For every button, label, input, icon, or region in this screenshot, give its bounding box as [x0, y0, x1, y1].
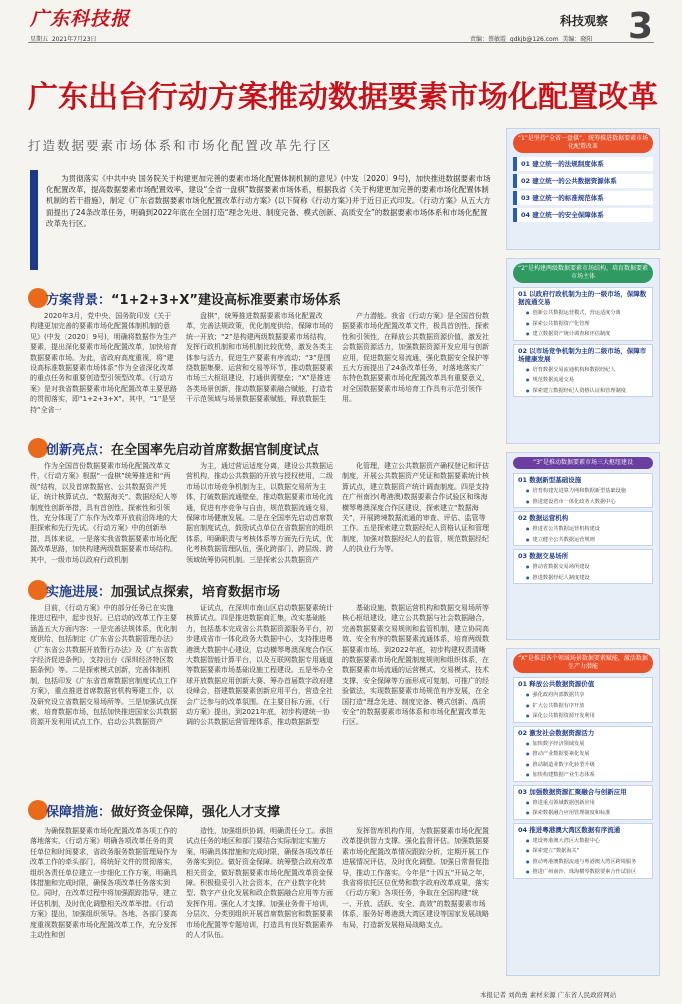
- article-column: 2020年3月，党中央、国务院印发《关于构建更加完善的要素市场化配置体制机制的意见》(中发〔2020〕9号)，明确将数据作为生产要素，提出深化要素市场化配置改革，加快培育数据要素市场。为此，省政府高度重视，将“建设高标准数据要素市场体系”作为全省深化改革的重点任务和重要创造型引领型改革。《行动方案》是对我省数据要素市场化配置改革主要思路的贯彻落实，即“1+2+3+X”。其中，“1”是坚持“全省一: [30, 312, 177, 414]
- article-column: 基础设施、数据运营机构和数据交易场所等核心枢纽建设，建立公共数据与社会数据融合，完善数据要素交易规则和监管机制，建立协同高效、安全有序的数据要素流通体系，培育两级数据要素市场。到2022年底，初步构建权责清晰的数据要素市场化配置制度规则和组织体系，在数据要素市场流通的运营模式、交易模式、技术支撑、安全保障等方面形成可复制、可推广的经验做法，实现数据要素市场规范有序发展，在全国打造“理念先进、制度完备、模式创新、高质安全”的数据要素市场体系和市场化配置改革先行区。: [342, 604, 489, 727]
- article-column: 产力潜能。我省《行动方案》是全国首份数据要素市场化配置改革文件，极具首创性、探索性和引领性，在释放公共数据资源价值，激发社会数据资源活力，加强数据资源开发应用与创新应用，促进数据交易流通，强化数据安全保护等五大方面提出了24条改革任务，对落地落实广东特色数据要素市场化配置改革具有重要意义，对全国数据要素市场培育工作具有示范引领作用。: [342, 312, 489, 404]
- group-title: 02 激发社会数据资源活力: [518, 728, 595, 737]
- group-item: ● 加快构建数据产业生态体系: [514, 770, 652, 781]
- panel-one: [506, 128, 660, 250]
- panel-two-group: [513, 344, 653, 398]
- section-keyword: 创新亮点：: [46, 443, 112, 458]
- group-item: ● 建立数据资产统计调查和评估制度: [514, 329, 652, 340]
- group-title: 04 推进粤港澳大湾区数据有序流通: [518, 825, 621, 834]
- group-item: ● 推进重点领域数据创新应用: [514, 798, 652, 809]
- section-heading: “1+2+3+X”建设高标准要素市场体系: [111, 293, 341, 308]
- group-item: ● 推进建设省市一体化政务大数据中心: [514, 497, 652, 508]
- group-title: 02 以市场竞争机制为主的二级市场，保障市场健康发展: [518, 346, 647, 363]
- section-icon: [28, 288, 48, 308]
- group-item: ● 建立健全公共数据运营规则: [514, 535, 652, 546]
- group-item: ● 强化政府内部数据共享: [514, 690, 652, 701]
- section-title-innovation: [46, 439, 319, 458]
- group-item: ● 探索建立数据经纪人资格认证和管理制度: [514, 386, 652, 397]
- editor-line: 责编：蔡敏霞 gdkjb@126.com 美编：晓阳: [470, 36, 593, 43]
- group-item: ● 推进广州南沙、珠海横琴数据要素合作试验区: [514, 867, 652, 878]
- section-icon: [28, 438, 48, 458]
- section-title-progress: [46, 581, 280, 600]
- group-item: ● 加快数字经济领域发展: [514, 739, 652, 750]
- group-item: ● 探索公共数据资产化管理: [514, 319, 652, 330]
- article-column: 目前，《行动方案》中的部分任务已在实施推进过程中，起步良好。已启动的改革工作主要涵盖五大方面内容：一是完善法规体系，优化制度供给，包括制定《广东省公共数据管理办法》《广东省公共数据开放暂行办法》及《广东省数字经济促进条例》，支持出台《深圳经济特区数据条例》等。二是探索模式创新，完善体制机制，包括印发《广东省首席数据官制度试点工作方案》，重点推进首席数据官机构筹建工作，以及研究设立省数据交易场所等。三是加强试点探索，培育数据市场，包括加快推进国家公共数据资源开发利用试点工作，启动公共数据资产: [30, 604, 177, 727]
- group-item: ● 推动产业数据要素化发展: [514, 749, 652, 760]
- panel-x-header: “X”是推进各个领域场景数据要素赋能，激活数据生产力潜能: [513, 653, 653, 673]
- section-icon: [28, 580, 48, 600]
- group-item: ● 培育构建先进算力网和数据新型基础设施: [514, 486, 652, 497]
- panel-x-group: [513, 823, 653, 879]
- group-item: ● 扩大公共数据有序开放: [514, 701, 652, 712]
- footer-credit: 本报记者 刘尚勇 素材来源 广东省人民政府网站: [480, 991, 617, 999]
- group-item: ● 探索数据融合应用管理制度和标准: [514, 808, 652, 819]
- panel-two: [506, 258, 660, 444]
- group-item: ● 建设粤港澳大湾区大数据中心: [514, 836, 652, 847]
- article-column: 造性，加强组织协调，明确责任分工。承担试点任务的地区和部门要结合实际制定实施方案，明确具体措施和完成时限，确保各项改革任务落实到位。做好资金保障。统筹整合政府改革相关资金，做好数据要素市场化配置改革资金保障。积极稳妥引入社会资本，在产业数字化转型、数字产业化发展和政企数据融合应用等方面发挥作用。强化人才支撑。加强业务骨干培训，分层次、分类别组织开展首席数据官和数据要素市场化配置等专题培训，打造具有良好数据素养的人才队伍。: [186, 827, 333, 940]
- panel-x-group: [513, 726, 653, 782]
- panel-x-group: [513, 785, 653, 820]
- section-keyword: 方案背景：: [46, 293, 112, 308]
- group-title: 02 数据运营机构: [518, 514, 569, 522]
- panel-two-header: “2”是构建两级数据要素市场结构，培育数据要素市场主体: [513, 263, 653, 283]
- subhead: 打造数据要素市场体系和市场化配置改革先行区: [28, 138, 333, 153]
- article-column: 盘棋”，统筹推进数据要素市场化配置改革，完善法规政策，优化制度供给，保障市场的统一开放；“2”是构建两级数据要素市场结构，发挥行政机制和市场机制比较优势，激发各类主体参与活力，促进生产要素有序流动；“3”是围绕数据集聚、运营和交易等环节，推动数据要素市场三大枢纽建设，打通供需壁垒；“X”是推进各类场景创新，推动数据要素融合赋能，打造若干示范领域与场景数据要素赋能，释放数据生: [186, 312, 333, 404]
- group-item: ● 推进省公共数据运营机构建设: [514, 524, 652, 535]
- group-title: 01 数据新型基础设施: [518, 476, 582, 484]
- group-item: ● 规范数据流通交易: [514, 375, 652, 386]
- group-item: ● 推进数据经纪人制度建设: [514, 573, 652, 584]
- panel-three-header: “3”是推动数据要素市场三大枢纽建设: [513, 457, 653, 469]
- article-column: 发挥智库机构作用，为数据要素市场化配置改革提供智力支撑。强化监督评估。加强数据要素市场化配置改革情况跟踪分析，定期开展工作进展情况评估，及时优化调整。加强日常督促指导，推动工作落实。今年是“十四五”开局之年，我省将依托区位优势和数字政府改革成果，落实《行动方案》各项任务，争取在全国构建“统一、开放、活跃、安全、高效”的数据要素市场体系，服务好粤港澳大湾区建设等国家发展战略布局，打造新发展格局战略支点。: [342, 827, 490, 929]
- group-title: 01 以政府行政机制为主的一级市场，保障数据流通交易: [518, 290, 647, 306]
- section-heading: 在全国率先启动首席数据官制度试点: [111, 443, 320, 458]
- group-item: ● 创新公共数据运营模式，营运适度分离: [514, 308, 652, 319]
- section-title-safeguards: [46, 801, 280, 820]
- dateline: 星期五 2021年7月23日: [30, 36, 97, 43]
- page-number: 3: [628, 6, 654, 47]
- section-icon: [28, 800, 48, 820]
- group-item: ● 深化公共数据资源开发利用: [514, 711, 652, 722]
- headline: 广东出台行动方案推动数据要素市场化配置改革: [28, 80, 658, 115]
- panel-three-group: [513, 511, 653, 546]
- group-title: 01 释放公共数据资源价值: [518, 680, 595, 688]
- masthead-logo: 广东科技报: [30, 8, 131, 30]
- group-item: ● 推动制造业数字化转型升级: [514, 760, 652, 771]
- panel-x: [506, 648, 660, 976]
- panel-three: [506, 452, 660, 640]
- group-title: 03 加强数据资源汇聚融合与创新应用: [518, 787, 627, 796]
- article-column: 证试点，在深圳市南山区启动数据要素统计核算试点。四是推进数据商汇集，改实基础能力，包括基本完成省公共数据资源服务平台，初步建成省市一体化政务大数据中心，支持推进粤港澳大数据中心建设，启动横琴粤澳深度合作区大数据智能计算平台，以及互联网数据专用通道等数据要素市场基础设施工程建设。五是举办全球开放数据应用创新大赛、筹办首届数字政府建设峰会，搭建数据要素创新应用平台，营造全社会广泛参与的改革氛围。在主要目标方面，《行动方案》提出，到2021年底，初步构建统一协调的公共数据运营管理体系，推动数据新型: [186, 604, 333, 727]
- panel-x-group: [513, 677, 653, 723]
- article-column: 为确保数据要素市场化配置改革各项工作的落地落实，《行动方案》明确各项改革任务的责任单位和时间要求，省政务服务数据管理局作为改革工作的牵头部门，将统好文件的贯彻落实，组织各责任单位建立一步细化工作方案，明确具体措施和完成时限，确保各项改革任务落实到位。同时，在改革过程中将加强跟踪指导，建立评估机制，及时优化调整相关改革举措。《行动方案》提出，加强组织领导。各地、各部门要高度重视数据要素市场化配置改革工作，充分发挥主动性和创: [30, 827, 177, 940]
- group-item: ● 推动省数据交易场所建设: [514, 562, 652, 573]
- top-rule: [28, 42, 654, 43]
- panel-three-group: [513, 473, 653, 508]
- article-column: 为主，通过营运适度分离，建设公共数据运营机构，推动公共数据的开放与授权使用，二级市场以市场竞争机制为主，以数据交易所为主体，打破数据流通壁垒，推动数据要素市场化流通，促进有序竞争与自由，规范数据流通交易，保障市场健康发展。二是在全国率先启动首席数据官制度试点，鼓励试点单位在省数据官的组织体系，明确职责与考核体系等方面先行先试，优化考核数据管理队伍，强化跨部门、跨层级、跨领域统筹协同机制。三是探索公共数据资产: [186, 462, 333, 564]
- section-keyword: 实施进展：: [46, 585, 112, 600]
- panel-two-group: [513, 287, 653, 341]
- panel-one-item: 03 建立统一的标准规范体系: [513, 191, 653, 205]
- panel-three-group: [513, 549, 653, 584]
- group-item: ● 探索建立“数据海关”: [514, 846, 652, 857]
- article-column: 作为全国首份数据要素市场化配置改革文件，《行动方案》根据“一盘棋”统筹推进和“两级”结构，以及首席数据官、公共数据资产凭证、统计核算试点、“数据海关”、数据经纪人等制度性创新举措，具有首创性、探索性和引领性，充分体现了广东作为改革开放前沿阵地的大胆探索和先行先试。《行动方案》中的创新举措，具体来说，一是落实我省数据要素市场化配置改革思路，加快构建两级数据要素市场结构。其中，一级市场以政府行政机制: [30, 462, 178, 564]
- section-keyword: 保障措施：: [46, 805, 112, 820]
- lead-accent-bar: [30, 170, 38, 270]
- panel-one-item: 04 建立统一的安全保障体系: [513, 208, 653, 222]
- panel-one-item: 01 建立统一的法规制度体系: [513, 157, 653, 171]
- panel-one-item: 02 建立统一的公共数据资源体系: [513, 174, 653, 188]
- panel-one-header: “1”是坚持“全省一盘棋”，统筹推进数据要素市场化配置改革: [513, 133, 653, 153]
- section-heading: 做好资金保障，强化人才支撑: [111, 805, 281, 820]
- group-item: ● 推动粤港澳数据流通与粤港澳大湾区跨境服务: [514, 857, 652, 868]
- group-item: ● 培育数据交易流通机构和数据经纪人: [514, 365, 652, 376]
- section-name: 科技观察: [560, 14, 609, 28]
- lead-paragraph: 为贯彻落实《中共中央 国务院关于构建更加完善的要素市场化配置体制机制的意见》(中发〔2020〕9号)，加快推进数据要素市场化配置改革，提高数据要素市场配置效率，建设“全省一盘棋”数据要素市场体系，根据我省《关于构建更加完善的要素市场化配置体制机制的若干措施》，制定《广东省数据要素市场化配置改革行动方案》(以下简称《行动方案》)并于近日正式印发。《行动方案》从五大方面提出了24条改革任务，明确到2022年底在全国打造“理念先进、制度完备、模式创新、高质安全”的数据要素市场体系和市场化配置改革先行区。: [46, 174, 491, 228]
- article-column: 化管理，建立公共数据资产确权登记和评估制度，开展公共数据资产凭证和数据要素统计核算试点，建立数据资产统计调查制度。四是支持在广州南沙(粤港澳)数据要素合作试验区和珠海横琴粤澳深度合作区建设，探索建立“数据海关”，开展跨境数据流通的审查、评估、监管等工作。五是探索建立数据经纪人资格认证和管理制度，加强对数据经纪人的监管，规范数据经纪人的执业行为等。: [342, 462, 489, 554]
- section-heading: 加强试点探索，培育数据市场: [111, 585, 281, 600]
- section-title-background: [46, 289, 341, 308]
- group-title: 03 数据交易场所: [518, 552, 569, 560]
